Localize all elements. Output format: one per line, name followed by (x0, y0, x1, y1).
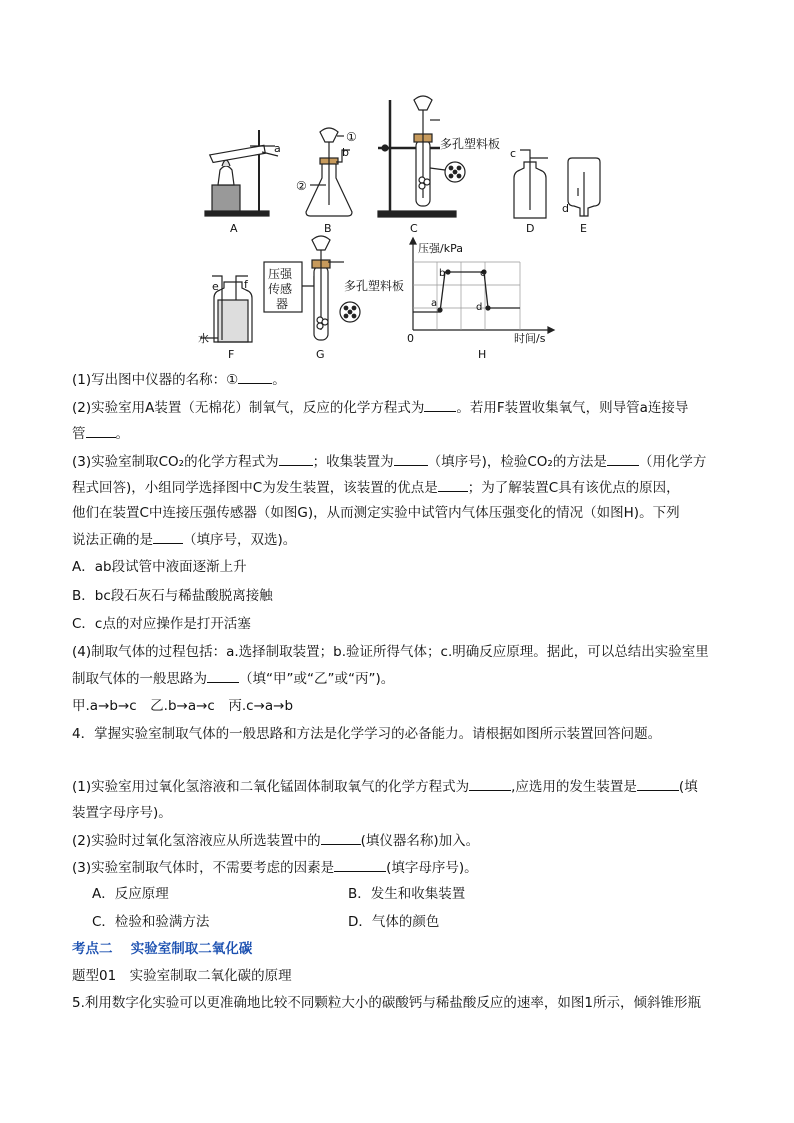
answer-blank[interactable] (86, 423, 116, 438)
graph-xlabel: 时间/s (514, 332, 546, 345)
label-C: C (410, 222, 418, 235)
apparatus-e (568, 158, 600, 216)
label-pipe-b: b (342, 146, 349, 159)
answer-blank[interactable] (424, 397, 456, 412)
label-pipe-e: e (212, 280, 219, 293)
q3-part2-text2: 。若用F装置收集氧气，则导管a连接导 (456, 400, 689, 416)
q4-part3-text2: (填字母序号)。 (386, 860, 478, 876)
q3-part3-text5: 程式回答)，小组同学选择图中C为发生装置，该装置的优点是 (72, 480, 438, 496)
q4-option-a: A．反应原理 (92, 886, 169, 902)
answer-blank[interactable] (607, 451, 639, 466)
label-pipe-c: c (510, 147, 517, 160)
q3-part4-text2: （填“甲”或“乙”或“丙”)。 (239, 671, 395, 687)
answer-blank[interactable] (637, 776, 679, 791)
answer-blank[interactable] (279, 451, 313, 466)
label-E: E (580, 222, 587, 235)
sensor-label-1: 压强 (268, 267, 293, 281)
graph-origin: 0 (407, 332, 414, 345)
q5-stem: 5.利用数字化实验可以更准确地比较不同颗粒大小的碳酸钙与稀盐酸反应的速率，如图1所示，倾斜锥形瓶 (72, 995, 701, 1011)
q3-part3-text4: （用化学方 (638, 454, 707, 470)
q3-part1-text: (1)写出图中仪器的名称：① (72, 372, 239, 388)
q3-part4: (4)制取气体的过程包括：a.选择制取装置；b.验证所得气体；c.明确反应原理。据此，可以总结出实验室里 (72, 644, 709, 660)
label-board-c: 多孔塑料板 (440, 137, 501, 151)
answer-blank[interactable] (238, 369, 272, 384)
q4-part3 (72, 857, 478, 878)
q3-part3-cont1 (72, 477, 680, 498)
label-H: H (478, 348, 487, 361)
answer-blank[interactable] (321, 830, 361, 845)
q3-part2-text: (2)实验室用A装置（无棉花）制氧气，反应的化学方程式为 (72, 400, 425, 416)
answer-blank[interactable] (153, 529, 183, 544)
q3-part3-text8: 说法正确的是 (72, 532, 153, 548)
q3-option-c: C．c点的对应操作是打开活塞 (72, 616, 251, 632)
q3-part4-cont (72, 668, 394, 689)
apparatus-d (514, 150, 548, 218)
q3-part4-text: 制取气体的一般思路为 (72, 671, 207, 687)
answer-blank[interactable] (207, 668, 239, 683)
q4-part2-text: (2)实验时过氧化氢溶液应从所选装置中的 (72, 833, 321, 849)
label-circle-1: ① (346, 130, 357, 144)
sensor-label-3: 器 (276, 297, 289, 311)
answer-blank[interactable] (394, 451, 428, 466)
graph-point-a: a (431, 298, 438, 309)
section-title: 考点二 实验室制取二氧化碳 (72, 941, 253, 957)
graph-point-b: b (439, 268, 446, 279)
q3-part3-text2: ；收集装置为 (312, 454, 394, 470)
q3-part3-text9: （填序号，双选)。 (183, 532, 297, 548)
graph-point-d: d (476, 302, 483, 313)
label-D: D (526, 222, 535, 235)
graph-ylabel: 压强/kPa (418, 242, 463, 255)
answer-blank[interactable] (469, 776, 511, 791)
q3-part3 (72, 451, 706, 472)
q3-part4-options: 甲.a→b→c 乙.b→a→c 丙.c→a→b (72, 698, 294, 714)
answer-blank[interactable] (334, 857, 386, 872)
q3-part2-end: 。 (115, 426, 129, 442)
label-A: A (230, 222, 238, 235)
q3-option-b: B．bc段石灰石与稀盐酸脱离接触 (72, 588, 273, 604)
q3-part3-text7: 他们在装置C中连接压强传感器（如图G)，从而测定实验中试管内气体压强变化的情况（如图H)。下列 (72, 505, 680, 521)
q3-part3-text6: ；为了解装置C具有该优点的原因， (467, 480, 680, 496)
label-G: G (316, 348, 325, 361)
label-water: 水 (198, 332, 209, 345)
label-pipe-f: f (244, 278, 248, 291)
graph-point-c: c (480, 268, 486, 279)
label-B: B (324, 222, 332, 235)
answer-blank[interactable] (438, 477, 468, 492)
q3-option-a: A．ab段试管中液面逐渐上升 (72, 559, 247, 575)
q4-stem: 4．掌握实验室制取气体的一般思路和方法是化学学习的必备能力。请根据如图所示装置回答问题。 (72, 726, 662, 742)
q4-option-c: C．检验和验满方法 (92, 914, 210, 930)
label-F: F (228, 348, 235, 361)
q4-part1 (72, 776, 698, 797)
q4-option-b: B．发生和收集装置 (348, 886, 466, 902)
q4-option-d: D．气体的颜色 (348, 914, 440, 930)
q3-part3-cont3 (72, 529, 296, 550)
sensor-label-2: 传感 (268, 282, 293, 296)
q4-part1-text3: (填 (678, 779, 698, 795)
apparatus-a (205, 130, 278, 216)
q4-part1-text2: ,应选用的发生装置是 (511, 779, 637, 795)
q4-part2 (72, 830, 479, 851)
q3-part2 (72, 397, 688, 418)
section-type: 题型01 实验室制取二氧化碳的原理 (72, 968, 292, 984)
q3-part2-cont (72, 423, 129, 444)
q3-part1 (72, 369, 286, 390)
q3-part1-end: 。 (272, 372, 286, 388)
q3-part2-text3: 管 (72, 426, 86, 442)
apparatus-c (378, 96, 465, 217)
q3-part3-cont2 (72, 503, 680, 523)
label-pipe-a: a (274, 142, 281, 155)
label-pipe-d: d (562, 202, 569, 215)
q4-part3-text: (3)实验室制取气体时，不需要考虑的因素是 (72, 860, 335, 876)
q4-part1-text: (1)实验室用过氧化氢溶液和二氧化锰固体制取氧气的化学方程式为 (72, 779, 470, 795)
q4-part1-cont: 装置字母序号)。 (72, 805, 172, 821)
label-circle-2: ② (296, 179, 307, 193)
q3-part3-text3: （填序号)，检验CO₂的方法是 (427, 454, 607, 470)
q4-part2-text2: (填仪器名称)加入。 (360, 833, 480, 849)
label-board-g: 多孔塑料板 (344, 279, 405, 293)
q3-part3-text: (3)实验室制取CO₂的化学方程式为 (72, 454, 279, 470)
apparatus-figure (0, 0, 794, 365)
